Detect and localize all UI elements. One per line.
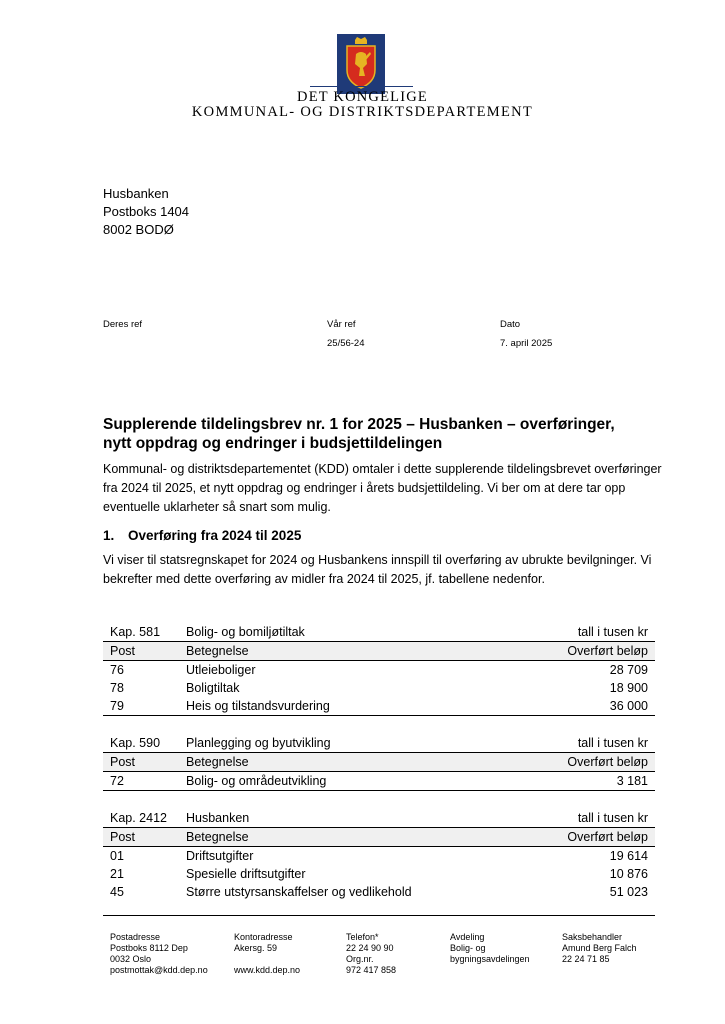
footer-value: Amund Berg Falch xyxy=(562,943,637,953)
footer-postadresse xyxy=(110,932,208,976)
desc-cell: Spesielle driftsutgifter xyxy=(186,867,306,881)
footer-value: 22 24 90 90 xyxy=(346,943,394,953)
department-name-line2: KOMMUNAL- OG DISTRIKTSDEPARTEMENT xyxy=(191,104,534,120)
table-column-header xyxy=(103,642,655,661)
table-header-row xyxy=(103,734,655,753)
table-row xyxy=(103,883,655,901)
footer-kontoradresse xyxy=(234,932,300,976)
post-cell: 01 xyxy=(110,849,124,863)
dato-label: Dato xyxy=(500,319,521,330)
footer-value: 0032 Oslo xyxy=(110,954,152,964)
footer-value: bygningsavdelingen xyxy=(450,954,530,964)
var-ref-value: 25/56-24 xyxy=(327,338,365,349)
coat-of-arms-icon xyxy=(337,34,385,94)
desc-cell: Heis og tilstandsvurdering xyxy=(186,699,330,713)
amount-cell: 19 614 xyxy=(609,849,648,863)
intro-paragraph: Kommunal- og distriktsdepartementet (KDD) omtaler i dette supplerende tildelingsbrevet overføringer fra 2024 til 2025, et nytt oppdrag og endringer i årets budsjettildeling. Vi ber om at dere tar opp eventuelle uklarheter så snart som mulig. xyxy=(103,462,662,514)
footer-value: 22 24 71 85 xyxy=(562,954,610,964)
recipient-name: Husbanken xyxy=(103,186,169,201)
col-desc: Betegnelse xyxy=(186,755,249,769)
kap-label: Kap. 590 xyxy=(110,736,161,750)
table-row xyxy=(103,865,655,883)
desc-cell: Utleieboliger xyxy=(186,663,256,677)
table-column-header xyxy=(103,753,655,772)
post-cell: 76 xyxy=(110,663,124,677)
footer-website[interactable]: www.kdd.dep.no xyxy=(234,965,301,975)
footer-value: Akersg. 59 xyxy=(234,943,278,953)
department-name-line1: DET KONGELIGE xyxy=(297,89,428,105)
amount-cell: 3 181 xyxy=(616,774,648,788)
kap-name: Husbanken xyxy=(186,811,250,825)
section-title: Overføring fra 2024 til 2025 xyxy=(128,528,302,543)
unit-label: tall i tusen kr xyxy=(577,811,648,825)
footer-value: Bolig- og xyxy=(450,943,486,953)
amount-cell: 28 709 xyxy=(609,663,648,677)
table-header-row xyxy=(103,809,655,828)
table-row xyxy=(103,847,655,865)
kap-label: Kap. 581 xyxy=(110,625,161,639)
post-cell: 78 xyxy=(110,681,124,695)
table-column-header xyxy=(103,828,655,847)
desc-cell: Bolig- og områdeutvikling xyxy=(186,774,327,788)
kap-name: Planlegging og byutvikling xyxy=(186,736,331,750)
footer-value: 972 417 858 xyxy=(346,965,397,975)
footer-label: Avdeling xyxy=(450,932,485,942)
col-amount: Overført beløp xyxy=(567,644,648,658)
header-divider xyxy=(310,86,413,87)
footer-telefon xyxy=(346,932,396,976)
col-desc: Betegnelse xyxy=(186,830,249,844)
footer-divider xyxy=(103,915,655,916)
deres-ref-label: Deres ref xyxy=(103,319,143,330)
table-header-row xyxy=(103,623,655,642)
section-paragraph: Vi viser til statsregnskapet for 2024 og Husbankens innspill til overføring av ubrukte bevilgninger. Vi bekrefter med dette overføring av midler fra 2024 til 2025, jf. tabellene nedenfor. xyxy=(103,553,652,586)
var-ref-label: Vår ref xyxy=(327,319,356,330)
footer-label: Org.nr. xyxy=(346,954,374,964)
footer-value: Postboks 8112 Dep xyxy=(110,943,188,953)
amount-cell: 36 000 xyxy=(609,699,648,713)
post-cell: 21 xyxy=(110,867,124,881)
footer-label: Kontoradresse xyxy=(234,932,293,942)
amount-cell: 18 900 xyxy=(609,681,648,695)
desc-cell: Driftsutgifter xyxy=(186,849,254,863)
col-post: Post xyxy=(110,830,136,844)
col-post: Post xyxy=(110,755,136,769)
table-row xyxy=(103,697,655,716)
post-cell: 72 xyxy=(110,774,124,788)
table-kap-590 xyxy=(103,734,655,791)
desc-cell: Boligtiltak xyxy=(186,681,240,695)
kap-name: Bolig- og bomiljøtiltak xyxy=(186,625,305,639)
post-cell: 45 xyxy=(110,885,124,899)
footer-label: Postadresse xyxy=(110,932,161,942)
table-kap-581 xyxy=(103,623,655,716)
col-post: Post xyxy=(110,644,136,658)
letter-title: Supplerende tildelingsbrev nr. 1 for 2025 – Husbanken – overføringer, nytt oppdrag og endringer i budsjettildelingen xyxy=(103,416,615,452)
table-row xyxy=(103,661,655,679)
footer-email[interactable]: postmottak@kdd.dep.no xyxy=(110,965,208,975)
section-number: 1. xyxy=(103,528,115,543)
col-amount: Overført beløp xyxy=(567,830,648,844)
col-desc: Betegnelse xyxy=(186,644,249,658)
footer-avdeling xyxy=(450,932,530,965)
unit-label: tall i tusen kr xyxy=(577,736,648,750)
recipient-address: Postboks 1404 xyxy=(103,204,190,219)
table-kap-2412 xyxy=(103,809,655,901)
amount-cell: 10 876 xyxy=(609,867,648,881)
desc-cell: Større utstyrsanskaffelser og vedlikehold xyxy=(186,885,412,899)
unit-label: tall i tusen kr xyxy=(577,625,648,639)
post-cell: 79 xyxy=(110,699,124,713)
footer-saksbehandler xyxy=(562,932,637,965)
col-amount: Overført beløp xyxy=(567,755,648,769)
amount-cell: 51 023 xyxy=(609,885,648,899)
footer-label: Telefon* xyxy=(346,932,379,942)
dato-value: 7. april 2025 xyxy=(500,338,553,349)
section-heading xyxy=(103,528,301,543)
recipient-city: 8002 BODØ xyxy=(103,222,174,237)
footer-value xyxy=(234,954,300,965)
table-row xyxy=(103,679,655,697)
kap-label: Kap. 2412 xyxy=(110,811,167,825)
footer-label: Saksbehandler xyxy=(562,932,623,942)
table-row xyxy=(103,772,655,791)
